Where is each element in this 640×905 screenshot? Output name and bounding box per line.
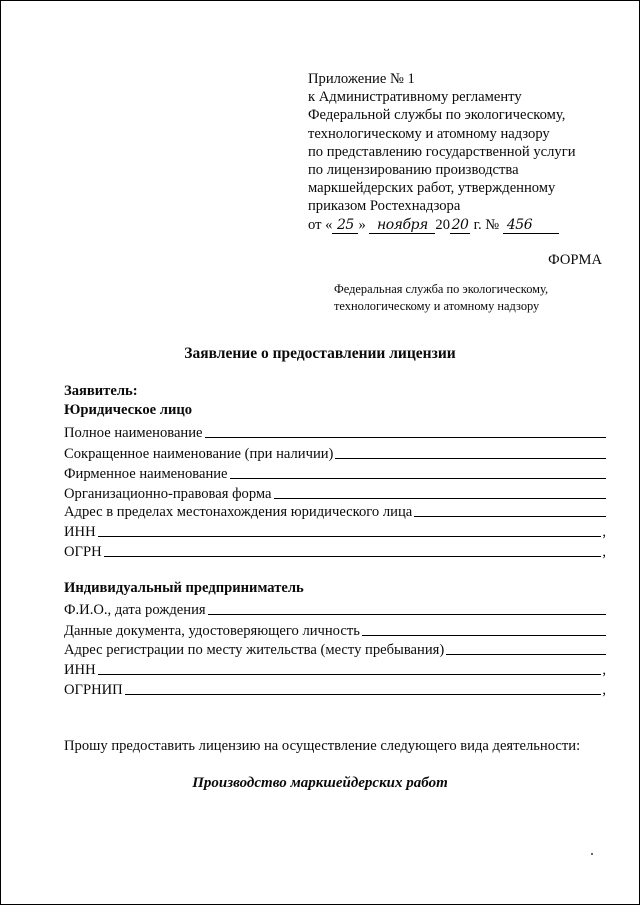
fill-line[interactable] <box>446 653 606 655</box>
ip-inn-field[interactable] <box>64 658 606 678</box>
fill-line[interactable] <box>335 457 606 459</box>
field-label: ОГРНИП <box>64 682 123 698</box>
order-number-handwritten: 456 <box>503 217 559 234</box>
date-year-word: г. <box>473 216 482 233</box>
field-label: Полное наименование <box>64 425 203 441</box>
fio-birthdate-field[interactable] <box>64 598 606 618</box>
annex-line: маркшейдерских работ, утвержденному <box>308 180 556 197</box>
fill-line[interactable] <box>230 477 606 479</box>
field-comma: , <box>602 682 606 698</box>
full-name-field[interactable] <box>64 421 606 441</box>
applicant-heading: Заявитель: <box>64 383 138 399</box>
agency-line: технологическому и атомному надзору <box>334 298 540 313</box>
agency-block <box>334 281 548 314</box>
ogrn-field[interactable] <box>64 540 606 560</box>
document-title: Заявление о предоставлении лицензии <box>184 345 456 362</box>
fill-line[interactable] <box>414 515 606 517</box>
date-month-handwritten: ноября <box>369 217 435 234</box>
order-date-line <box>308 216 618 238</box>
field-label: Сокращенное наименование (при наличии) <box>64 446 334 462</box>
date-year-handwritten: 20 <box>451 216 469 233</box>
field-label: ИНН <box>64 662 96 678</box>
brand-name-field[interactable] <box>64 462 606 482</box>
field-comma: , <box>602 524 606 540</box>
agency-line: Федеральная служба по экологическому, <box>334 282 549 296</box>
fill-line[interactable] <box>98 535 602 537</box>
field-comma: , <box>602 544 606 560</box>
short-name-field[interactable] <box>64 442 606 462</box>
field-label: Фирменное наименование <box>64 466 228 482</box>
date-day-handwritten: 25 <box>332 217 358 234</box>
fill-line[interactable] <box>104 555 602 557</box>
annex-line: по лицензированию производства <box>308 162 519 179</box>
scan-speck <box>591 853 593 855</box>
field-label: Адрес регистрации по месту жительства (месту пребывания) <box>64 642 445 658</box>
annex-line: приказом Ростехнадзора <box>308 198 461 215</box>
fill-line[interactable] <box>125 693 602 695</box>
fill-line[interactable] <box>274 497 606 499</box>
annex-line: Федеральной службы по экологическому, <box>308 107 566 124</box>
annex-line: технологическому и атомному надзору <box>308 125 550 142</box>
field-label: Данные документа, удостоверяющего личность <box>64 623 360 639</box>
fill-line[interactable] <box>362 634 606 636</box>
date-year-prefix: 20 <box>435 216 450 233</box>
annex-line: Приложение № 1 <box>308 71 415 87</box>
annex-line: по представлению государственной услуги <box>308 143 576 160</box>
ogrnip-field[interactable] <box>64 678 606 698</box>
id-document-field[interactable] <box>64 619 606 639</box>
date-prefix: от « <box>308 216 333 233</box>
field-label: Ф.И.О., дата рождения <box>64 602 206 618</box>
field-label: ИНН <box>64 524 96 540</box>
annex-line: к Административному регламенту <box>308 89 522 106</box>
legal-entity-heading: Юридическое лицо <box>64 402 193 418</box>
fill-line[interactable] <box>98 673 602 675</box>
entrepreneur-heading: Индивидуальный предприниматель <box>64 580 304 596</box>
request-text: Прошу предоставить лицензию на осуществление следующего вида деятельности: <box>64 738 581 754</box>
fill-line[interactable] <box>205 436 606 438</box>
inn-field[interactable] <box>64 520 606 540</box>
annex-block <box>308 70 618 238</box>
date-quote-close: » <box>358 216 366 233</box>
form-label: ФОРМА <box>548 252 602 268</box>
legal-address-field[interactable] <box>64 500 606 520</box>
activity-type: Производство маркшейдерских работ <box>192 775 448 791</box>
residence-address-field[interactable] <box>64 638 606 658</box>
number-sign: № <box>485 216 500 233</box>
field-comma: , <box>602 662 606 678</box>
field-label: Организационно-правовая форма <box>64 486 272 502</box>
field-label: Адрес в пределах местонахождения юридического лица <box>64 504 413 520</box>
legal-form-field[interactable] <box>64 482 606 502</box>
fill-line[interactable] <box>208 613 606 615</box>
field-label: ОГРН <box>64 544 102 560</box>
